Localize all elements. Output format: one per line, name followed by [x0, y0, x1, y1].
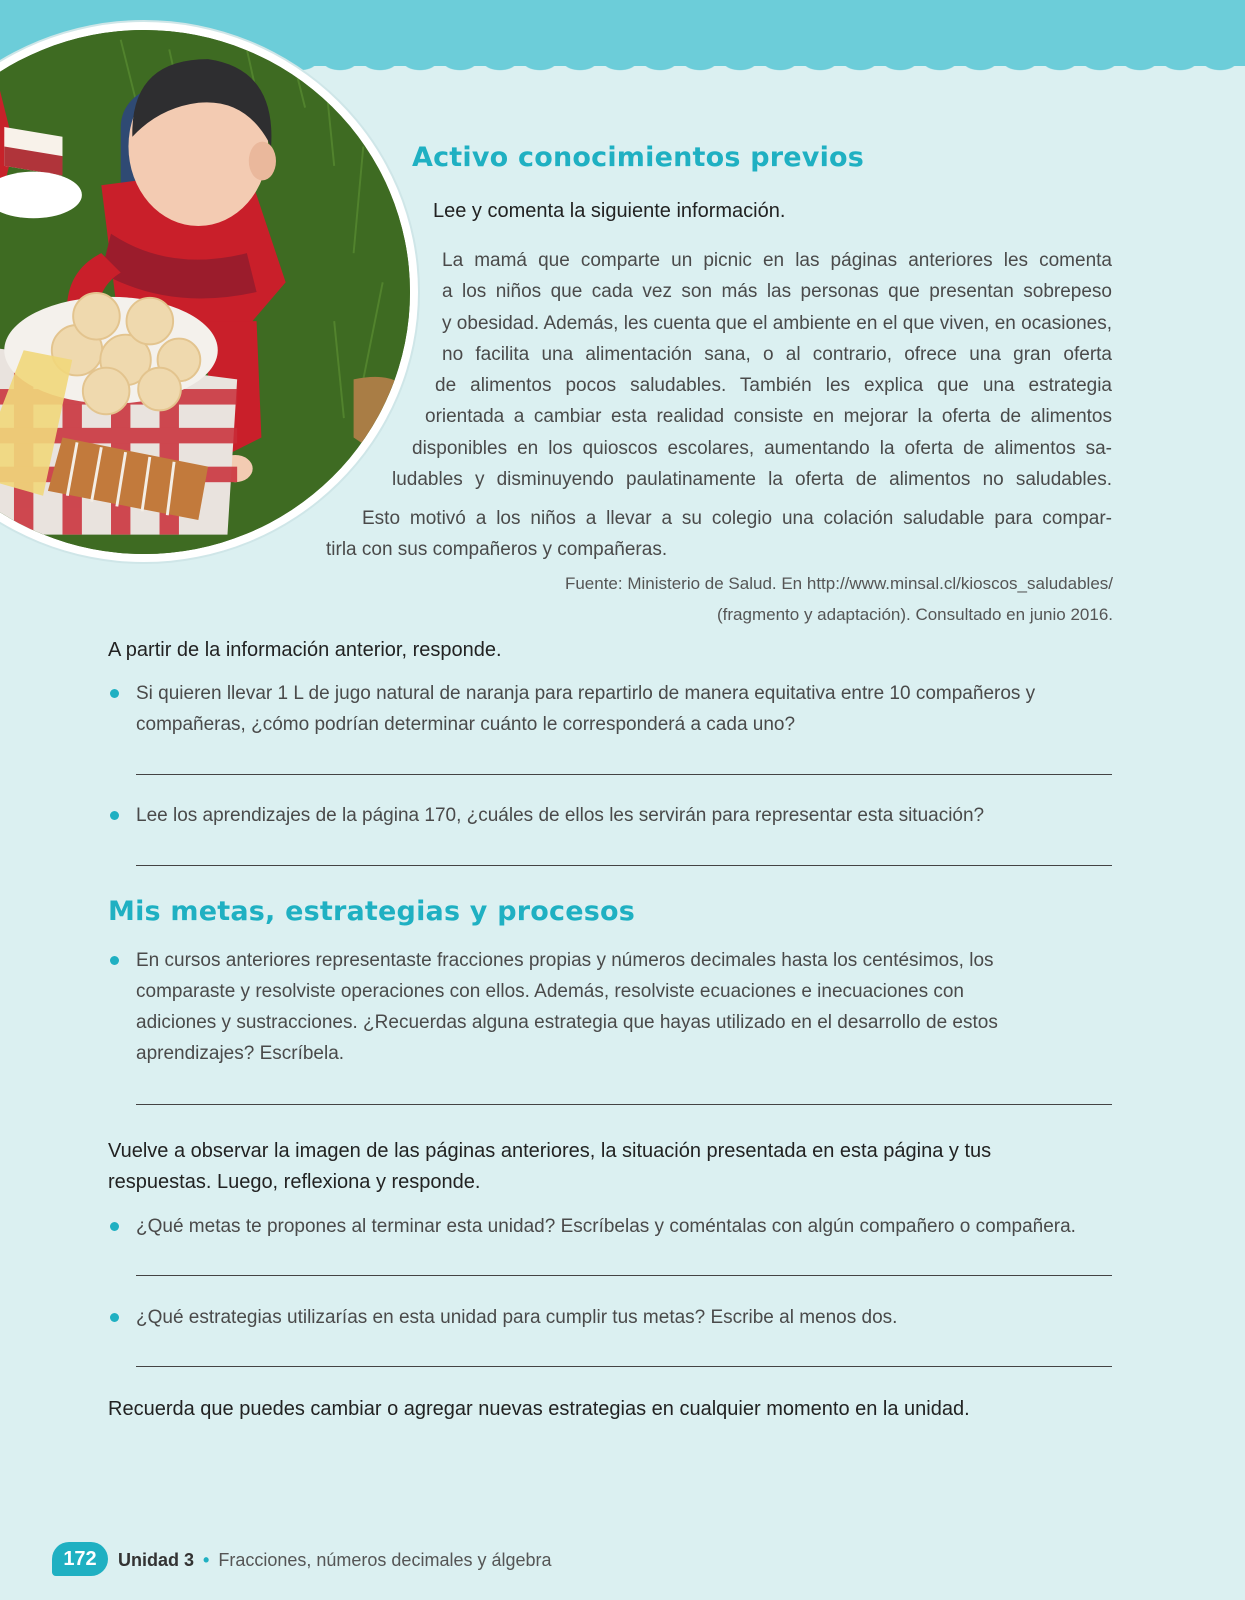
answer-line-3[interactable]: [136, 1104, 1112, 1105]
question-line: Lee los aprendizajes de la página 170, ¿cuáles de ellos les servirán para representar esta situación?: [136, 805, 985, 826]
footer-topic: Fracciones, números decimales y álgebra: [218, 1550, 552, 1570]
bullet-icon: [110, 1313, 119, 1322]
question-line: ¿Qué metas te propones al terminar esta unidad? Escríbelas y coméntalas con algún compañero o compañera.: [136, 1216, 1076, 1237]
paragraph-line: ludables y disminuyendo paulatinamente la oferta de alimentos no saludables.: [392, 469, 1112, 491]
respond-instruction: A partir de la información anterior, responde.: [108, 639, 502, 661]
paragraph-line: orientada a cambiar esta realidad consiste en mejorar la oferta de alimentos: [425, 406, 1112, 428]
picnic-photo: [0, 22, 418, 562]
reflect-line: Vuelve a observar la imagen de las páginas anteriores, la situación presentada en esta página y tus: [108, 1140, 992, 1162]
question-line: aprendizajes? Escríbela.: [136, 1043, 345, 1064]
paragraph-line: no facilita una alimentación sana, o al contrario, ofrece una gran oferta: [442, 343, 1112, 365]
question-juice: [108, 678, 1113, 740]
source-line: Fuente: Ministerio de Salud. En http://www.minsal.cl/kioscos_saludables/: [564, 574, 1113, 593]
question-goals: [108, 1211, 1113, 1242]
source-citation: [565, 568, 1113, 630]
answer-line-2[interactable]: [136, 865, 1112, 866]
source-line: (fragmento y adaptación). Consultado en junio 2016.: [717, 605, 1113, 624]
lead-instruction: Lee y comenta la siguiente información.: [433, 200, 786, 222]
paragraph-line: Esto motivó a los niños a llevar a su colegio una colación saludable para compar-: [362, 508, 1112, 529]
bullet-icon: [110, 1222, 119, 1231]
question-learnings: [108, 800, 1113, 831]
bullet-icon: [110, 811, 119, 820]
question-line: ¿Qué estrategias utilizarías en esta unidad para cumplir tus metas? Escribe al menos dos.: [136, 1307, 898, 1328]
question-line: compañeras, ¿cómo podrían determinar cuánto le corresponderá a cada uno?: [136, 714, 796, 735]
section-title-activo: Activo conocimientos previos: [412, 142, 865, 173]
footer-unit: Unidad 3: [118, 1550, 195, 1570]
question-line: En cursos anteriores representaste fracciones propias y números decimales hasta los centésimos, los: [136, 950, 994, 971]
question-line: comparaste y resolviste operaciones con ellos. Además, resolviste ecuaciones e inecuaciones con: [136, 981, 965, 1002]
bullet-icon: [110, 956, 119, 965]
question-unit-strategies: [108, 1302, 1113, 1333]
footer-separator: •: [203, 1550, 210, 1570]
answer-line-5[interactable]: [136, 1366, 1112, 1367]
page-number: 172: [52, 1542, 108, 1576]
answer-line-4[interactable]: [136, 1275, 1112, 1276]
closing-note: Recuerda que puedes cambiar o agregar nuevas estrategias en cualquier momento en la unidad.: [108, 1398, 970, 1420]
answer-line-1[interactable]: [136, 774, 1112, 775]
paragraph-line: a los niños que cada vez son más las personas que presentan sobrepeso: [442, 281, 1112, 303]
paragraph-motivation: [326, 503, 1112, 566]
paragraph-line: tirla con sus compañeros y compañeras.: [326, 539, 668, 561]
section-title-metas: Mis metas, estrategias y procesos: [108, 896, 636, 927]
reflect-instruction: [108, 1136, 991, 1198]
paragraph-line: y obesidad. Además, les cuenta que el ambiente en el que viven, en ocasiones,: [442, 312, 1112, 334]
question-strategies-previous: [108, 945, 1113, 1069]
bullet-icon: [110, 689, 119, 698]
question-line: adiciones y sustracciones. ¿Recuerdas alguna estrategia que hayas utilizado en el desarrollo de estos: [136, 1012, 998, 1033]
footer-unit-info: [118, 1550, 552, 1571]
question-line: Si quieren llevar 1 L de jugo natural de naranja para repartirlo de manera equitativa entre 10 compañeros y: [136, 683, 1036, 704]
reflect-line: respuestas. Luego, reflexiona y responde.: [108, 1171, 481, 1193]
paragraph-line: disponibles en los quioscos escolares, aumentando la oferta de alimentos sa-: [412, 437, 1112, 459]
paragraph-line: La mamá que comparte un picnic en las páginas anteriores les comenta: [442, 250, 1112, 271]
paragraph-line: de alimentos pocos saludables. También les explica que una estrategia: [435, 375, 1112, 397]
paragraph-picnic: [392, 245, 1112, 495]
